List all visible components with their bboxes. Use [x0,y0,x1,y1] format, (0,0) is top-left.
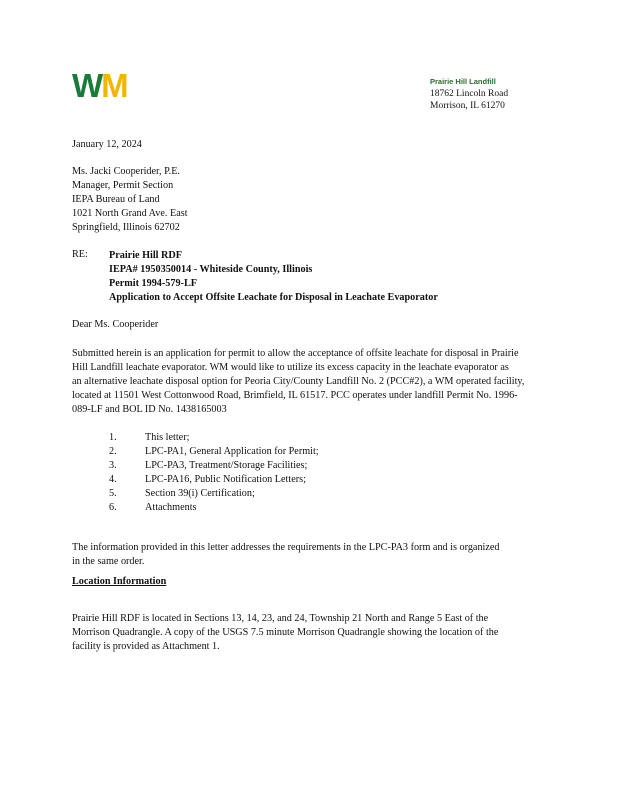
recipient-city: Springfield, Illinois 62702 [72,222,180,233]
location-line: Morrison Quadrangle. A copy of the USGS 7.5 minute Morrison Quadrangle showing the location of the [72,627,499,638]
intro-paragraph [72,347,524,417]
list-item-text: LPC-PA16, Public Notification Letters; [145,474,306,485]
info-line: The information provided in this letter addresses the requirements in the LPC-PA3 form and is organized [72,542,500,553]
list-item-number: 5. [109,488,117,499]
recipient-title: Manager, Permit Section [72,180,174,191]
re-iepa-id: IEPA# 1950350014 - Whiteside County, Illinois [109,264,313,275]
intro-line: located at 11501 West Cottonwood Road, Brimfield, IL 61517. PCC operates under landfill Permit No. 1996- [72,390,518,401]
re-subject: Application to Accept Offsite Leachate for Disposal in Leachate Evaporator [109,292,438,303]
location-paragraph [72,612,498,654]
list-item-number: 6. [109,502,117,513]
list-item-text: LPC-PA3, Treatment/Storage Facilities; [145,460,308,471]
intro-line: an alternative leachate disposal option for Peoria City/County Landfill No. 2 (PCC#2), a WM operated facility, [72,376,525,387]
list-item-text: Section 39(i) Certification; [145,488,255,499]
letter-date: January 12, 2024 [72,139,142,150]
list-item-number: 1. [109,432,117,443]
info-line: in the same order. [72,556,145,567]
list-item-number: 3. [109,460,117,471]
list-item-number: 2. [109,446,117,457]
recipient-name: Ms. Jacki Cooperider, P.E. [72,166,180,177]
re-facility: Prairie Hill RDF [109,250,182,261]
recipient-block [72,165,188,235]
intro-line: Hill Landfill leachate evaporator. WM would like to utilize its excess capacity in the leachate evaporator as [72,362,509,373]
list-item-text: LPC-PA1, General Application for Permit; [145,446,319,457]
location-line: Prairie Hill RDF is located in Sections 13, 14, 23, and 24, Township 21 North and Range 5 East of the [72,613,489,624]
facility-address-block [430,76,508,112]
re-label: RE: [72,249,88,260]
intro-line: 089-LF and BOL ID No. 1438165003 [72,404,227,415]
section-heading: Location Information [72,576,167,587]
recipient-street: 1021 North Grand Ave. East [72,208,188,219]
address-line-street: 18762 Lincoln Road [430,89,509,99]
intro-line: Submitted herein is an application for permit to allow the acceptance of offsite leachate for disposal in Prairie [72,348,519,359]
list-item-text: This letter; [145,432,190,443]
list-item-text: Attachments [145,502,197,513]
address-line-city: Morrison, IL 61270 [430,101,505,111]
svg-text:WM: WM [72,72,127,98]
re-block [109,249,438,305]
re-permit: Permit 1994-579-LF [109,278,197,289]
salutation: Dear Ms. Cooperider [72,319,159,330]
info-paragraph [72,541,500,569]
location-line: facility is provided as Attachment 1. [72,641,220,652]
list-item-number: 4. [109,474,117,485]
wm-logo [72,72,158,98]
facility-name: Prairie Hill Landfill [430,77,496,86]
recipient-org: IEPA Bureau of Land [72,194,160,205]
